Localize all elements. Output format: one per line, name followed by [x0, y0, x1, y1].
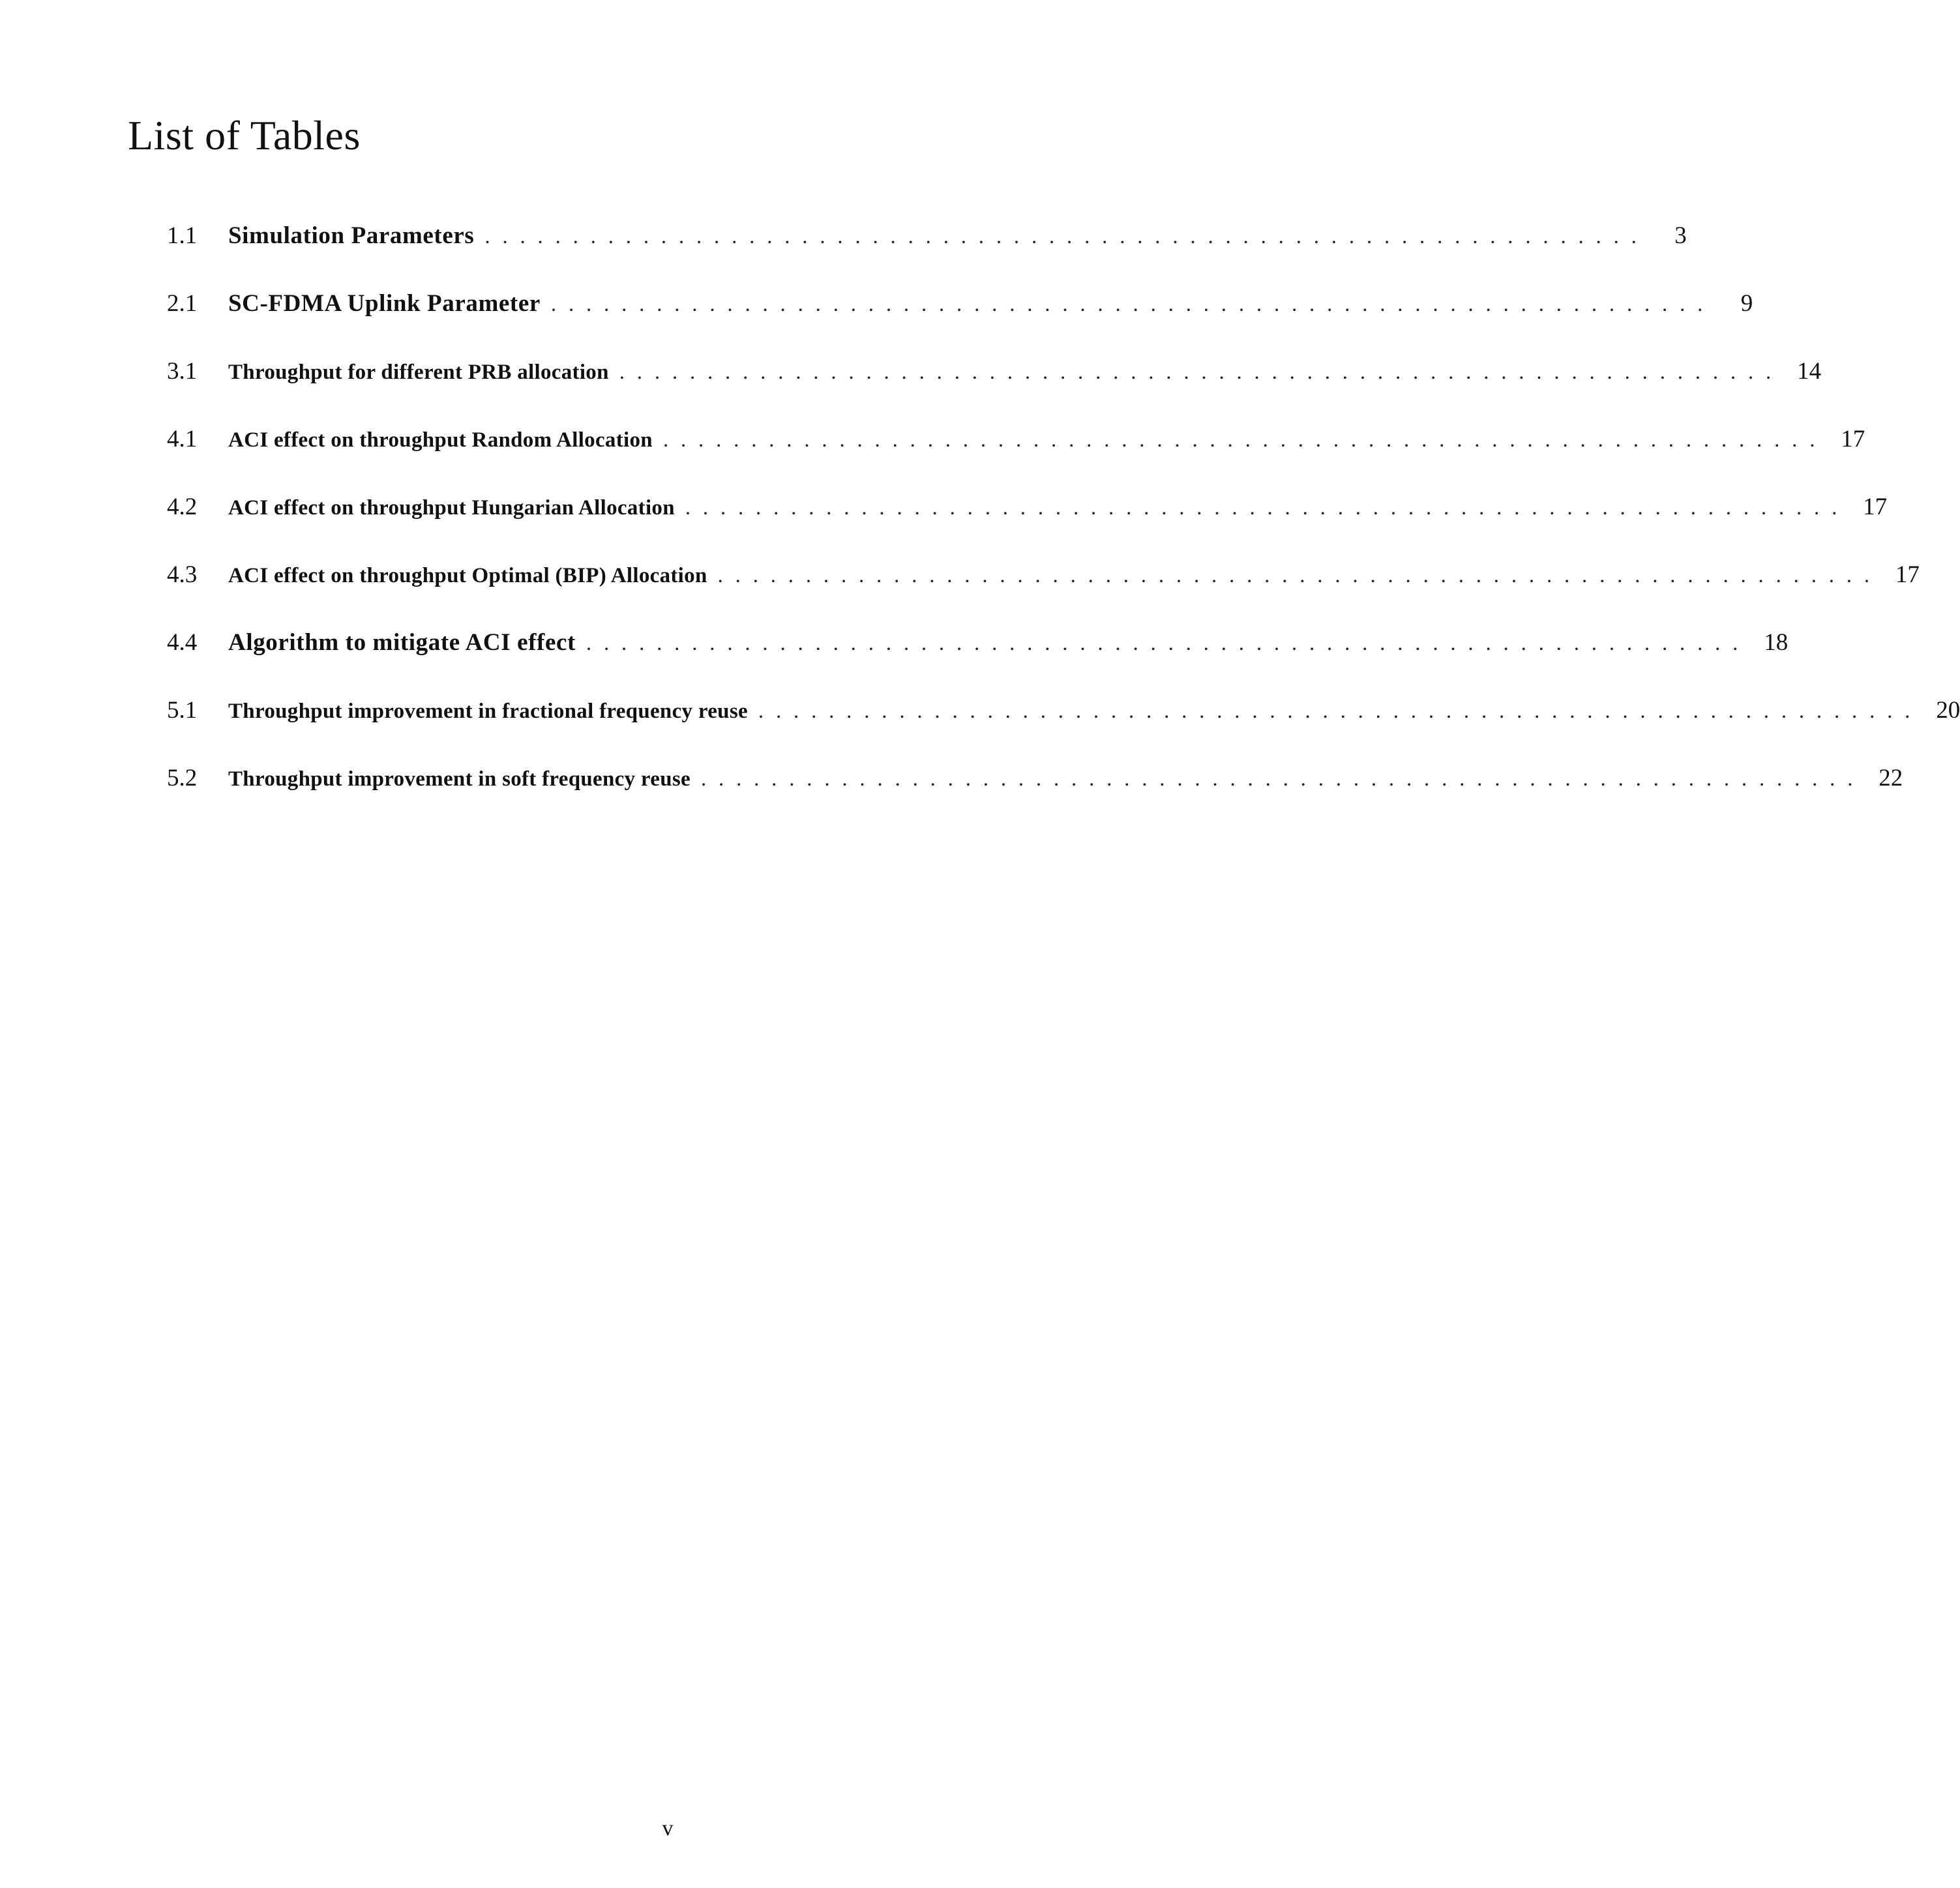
table-number: 1.1 — [167, 222, 198, 249]
dot-leader: .................................................................. — [717, 564, 1882, 587]
table-number: 2.1 — [167, 290, 198, 317]
table-caption: ACI effect on throughput Hungarian Allocation — [228, 496, 675, 520]
table-list — [167, 222, 1960, 832]
table-caption: ACI effect on throughput Random Allocation — [228, 428, 653, 452]
table-number: 4.3 — [167, 561, 198, 588]
page-reference: 22 — [1878, 765, 1903, 791]
page-reference: 14 — [1797, 358, 1822, 385]
table-number: 3.1 — [167, 358, 198, 385]
list-item[interactable] — [167, 696, 1960, 764]
list-item[interactable] — [167, 289, 1753, 357]
dot-leader: .................................................................. — [758, 700, 1923, 723]
table-number: 5.2 — [167, 765, 198, 791]
table-caption: SC-FDMA Uplink Parameter — [228, 290, 541, 317]
list-item[interactable] — [167, 561, 1920, 628]
page-reference: 20 — [1936, 697, 1960, 724]
list-item[interactable] — [167, 764, 1903, 832]
table-number: 4.4 — [167, 629, 198, 656]
page-reference: 18 — [1764, 629, 1789, 656]
list-item[interactable] — [167, 425, 1865, 493]
table-number: 4.2 — [167, 494, 198, 520]
list-item[interactable] — [167, 357, 1822, 425]
list-item[interactable] — [167, 222, 1687, 289]
page-reference: 17 — [1841, 426, 1865, 452]
list-item[interactable] — [167, 628, 1789, 696]
list-item[interactable] — [167, 493, 1888, 561]
table-caption: Simulation Parameters — [228, 222, 475, 249]
dot-leader: .................................................................. — [685, 496, 1850, 520]
table-number: 4.1 — [167, 426, 198, 452]
dot-leader: .................................................................. — [700, 767, 1865, 791]
page-reference: 9 — [1740, 290, 1753, 317]
page-reference: 3 — [1674, 222, 1687, 249]
dot-leader: .................................................................. — [662, 428, 1828, 452]
dot-leader: .................................................................. — [550, 293, 1715, 316]
dot-leader: .................................................................. — [586, 632, 1751, 655]
table-caption: Algorithm to mitigate ACI effect — [228, 629, 576, 656]
page-title: List of Tables — [128, 112, 361, 158]
table-caption: Throughput improvement in fractional frequency reuse — [228, 700, 748, 723]
table-caption: Throughput improvement in soft frequency reuse — [228, 767, 690, 791]
page-reference: 17 — [1895, 561, 1920, 588]
page-reference: 17 — [1863, 494, 1888, 520]
dot-leader: .................................................................. — [484, 225, 1649, 248]
table-caption: ACI effect on throughput Optimal (BIP) Allocation — [228, 564, 707, 587]
table-caption: Throughput for different PRB allocation — [228, 361, 609, 384]
table-number: 5.1 — [167, 697, 198, 724]
dot-leader: .................................................................. — [619, 361, 1784, 384]
page-number: v — [662, 1816, 674, 1840]
